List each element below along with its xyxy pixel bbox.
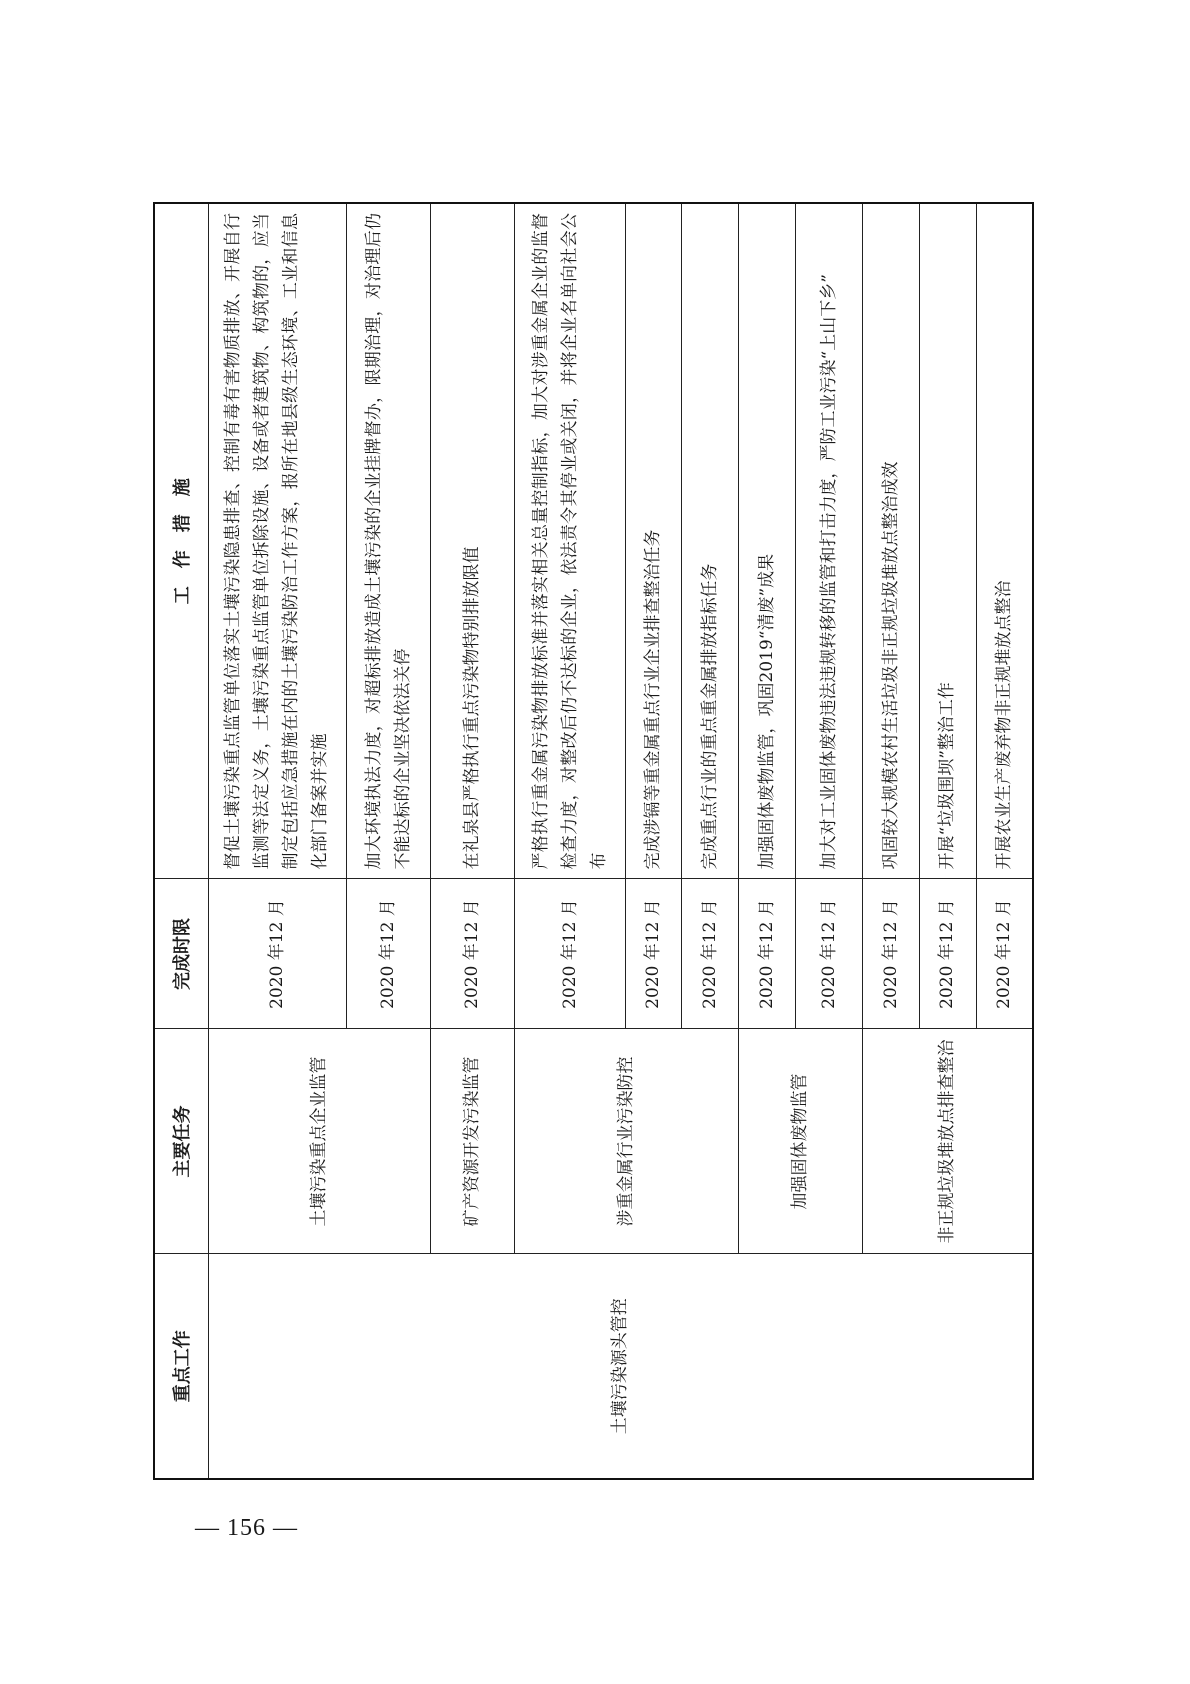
page-number: — 156 — [195,1515,298,1541]
task-cell: 矿产资源开发污染监管 [431,1029,515,1254]
work-plan-table [153,204,1034,1480]
measure-cell: 加大环境执法力度，对超标排放造成土壤污染的企业挂牌督办，限期治理，对治理后仍不能达标的企业坚决依法关停 [347,203,431,879]
measure-cell: 严格执行重金属污染物排放标准并落实相关总量控制指标，加大对涉重金属企业的监督检查力度，对整改后仍不达标的企业，依法责令其停业或关闭，并将企业名单向社会公布 [515,203,625,879]
deadline-cell: 2020 年12 月 [682,879,739,1029]
task-cell: 土壤污染重点企业监管 [208,1029,431,1254]
header-main-task: 主要任务 [154,1029,208,1254]
header-key-work: 重点工作 [154,1254,208,1479]
measure-cell: 加大对工业固体废物违法违规转移的监管和打击力度，严防工业污染“上山下乡” [795,203,862,879]
deadline-cell: 2020 年12 月 [208,879,347,1029]
measure-cell: 加强固体废物监管，巩固2019“清废”成果 [739,203,796,879]
deadline-cell: 2020 年12 月 [739,879,796,1029]
task-cell: 涉重金属行业污染防控 [515,1029,739,1254]
deadline-cell: 2020 年12 月 [347,879,431,1029]
task-cell: 非正规垃圾堆放点排查整治 [863,1029,1033,1254]
deadline-cell: 2020 年12 月 [863,879,920,1029]
measure-cell: 完成重点行业的重点重金属排放指标任务 [682,203,739,879]
table-row [208,203,347,1479]
measure-cell: 开展农业生产废弃物非正规堆放点整治 [976,203,1033,879]
key-work-cell: 土壤污染源头管控 [208,1254,1033,1479]
deadline-cell: 2020 年12 月 [515,879,625,1029]
deadline-cell: 2020 年12 月 [919,879,976,1029]
measure-cell: 巩固较大规模农村生活垃圾非正规垃圾堆放点整治成效 [863,203,920,879]
deadline-cell: 2020 年12 月 [625,879,682,1029]
deadline-cell: 2020 年12 月 [431,879,515,1029]
deadline-cell: 2020 年12 月 [795,879,862,1029]
deadline-cell: 2020 年12 月 [976,879,1033,1029]
measure-cell: 在礼泉县严格执行重点污染物特别排放限值 [431,203,515,879]
rotated-page-content [153,204,1034,1480]
measure-cell: 完成涉镉等重金属重点行业企业排查整治任务 [625,203,682,879]
measure-cell: 开展“垃圾围坝”整治工作 [919,203,976,879]
table-header-row [154,203,208,1479]
header-measures: 工 作 措 施 [154,203,208,879]
task-cell: 加强固体废物监管 [739,1029,863,1254]
measure-cell: 督促土壤污染重点监管单位落实土壤污染隐患排查、控制有毒有害物质排放、开展自行监测等法定义务，土壤污染重点监管单位拆除设施、设备或者建筑物、构筑物的，应当制定包括应急措施在内的土壤污染防治工作方案，报所在地县级生态环境、工业和信息化部门备案并实施 [208,203,347,879]
header-deadline: 完成时限 [154,879,208,1029]
